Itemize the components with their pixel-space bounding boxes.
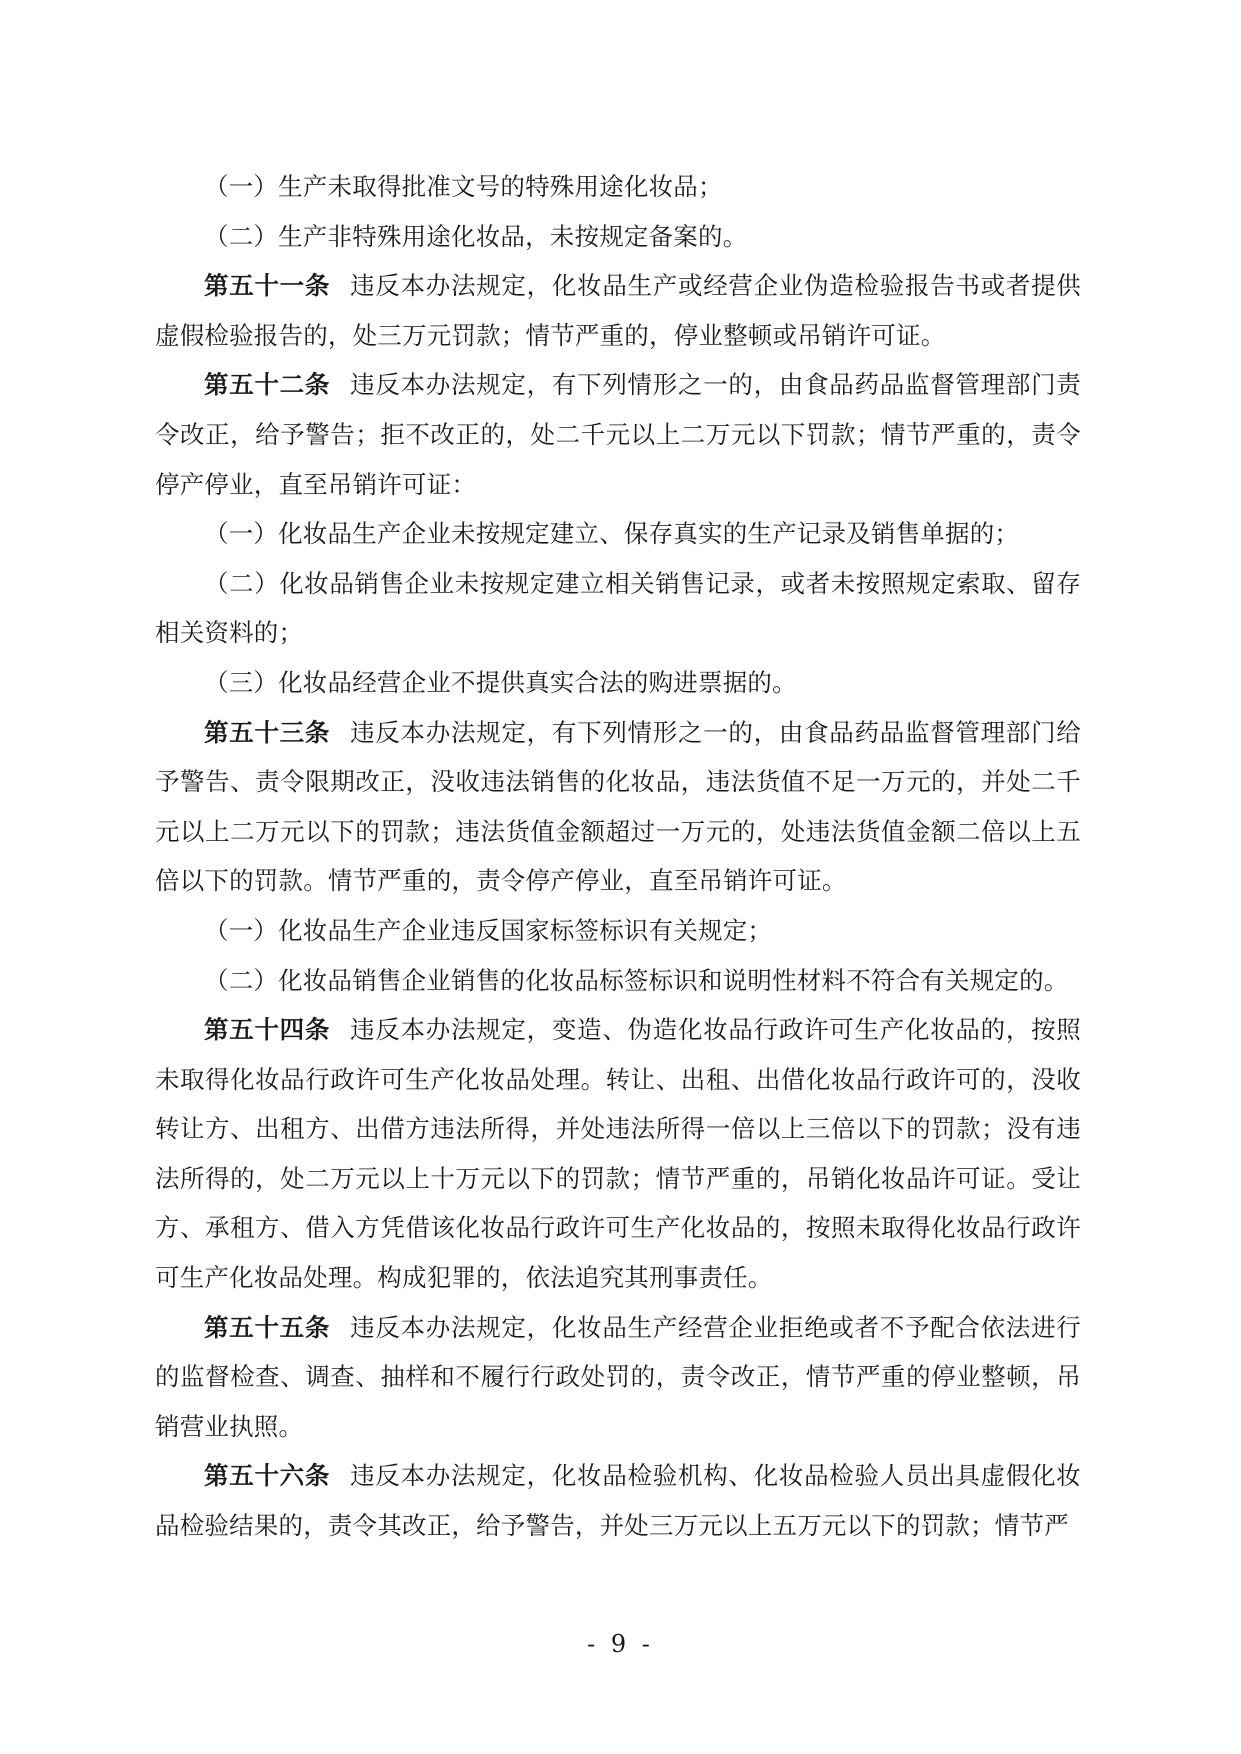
item-paragraph: （二）化妆品销售企业未按规定建立相关销售记录，或者未按照规定索取、留存相关资料的； <box>155 568 1081 648</box>
article-number: 第五十六条 <box>204 1461 331 1491</box>
item-paragraph: （三）化妆品经营企业不提供真实合法的购进票据的。 <box>204 667 797 697</box>
article-52: 第五十二条 违反本办法规定，有下列情形之一的，由食品药品监督管理部门责令改正，给予警告；拒不改正的，处二千元以上二万元以下罚款；情节严重的，责令停产停业，直至吊销许可证： <box>155 370 1082 499</box>
article-55: 第五十五条 违反本办法规定，化妆品生产经营企业拒绝或者不予配合依法进行的监督检查、调查、抽样和不履行行政处罚的，责令改正，情节严重的停业整顿，吊销营业执照。 <box>155 1312 1082 1441</box>
article-54: 第五十四条 违反本办法规定，变造、伪造化妆品行政许可生产化妆品的，按照未取得化妆品行政许可生产化妆品处理。转让、出租、出借化妆品行政许可的，没收转让方、出租方、出借方违法所得，并处违法所得一倍以上三倍以下的罚款；没有违法所得的，处二万元以上十万元以下的罚款；情节严重的，吊销化妆品许可证。受让方、承租方、借入方凭借该化妆品行政许可生产化妆品的，按照未取得化妆品行政许可生产化妆品处理。构成犯罪的，依法追究其刑事责任。 <box>155 1015 1082 1293</box>
document-body <box>155 162 1081 1551</box>
article-number: 第五十二条 <box>204 370 331 400</box>
article-53: 第五十三条 违反本办法规定，有下列情形之一的，由食品药品监督管理部门给予警告、责令限期改正，没收违法销售的化妆品，违法货值不足一万元的，并处二千元以上二万元以下的罚款；违法货值金额超过一万元的，处违法货值金额二倍以上五倍以下的罚款。情节严重的，责令停产停业，直至吊销许可证。 <box>155 717 1082 896</box>
article-number: 第五十一条 <box>204 271 331 301</box>
item-paragraph: （二）化妆品销售企业销售的化妆品标签标识和说明性材料不符合有关规定的。 <box>204 965 1069 995</box>
item-paragraph: （一）化妆品生产企业未按规定建立、保存真实的生产记录及销售单据的； <box>204 519 1020 549</box>
item-paragraph: （一）化妆品生产企业违反国家标签标识有关规定； <box>204 915 773 945</box>
article-51: 第五十一条 违反本办法规定，化妆品生产或经营企业伪造检验报告书或者提供虚假检验报告的，处三万元罚款；情节严重的，停业整顿或吊销许可证。 <box>155 271 1082 350</box>
article-number: 第五十四条 <box>204 1015 331 1045</box>
item-paragraph: （一）生产未取得批准文号的特殊用途化妆品； <box>204 172 723 201</box>
item-paragraph: （二）生产非特殊用途化妆品，未按规定备案的。 <box>204 221 748 251</box>
article-56: 第五十六条 违反本办法规定，化妆品检验机构、化妆品检验人员出具虚假化妆品检验结果的，责令其改正，给予警告，并处三万元以上五万元以下的罚款；情节严 <box>155 1461 1082 1541</box>
article-number: 第五十五条 <box>204 1312 331 1342</box>
article-number: 第五十三条 <box>204 717 331 747</box>
page-number: - 9 - <box>587 1630 654 1658</box>
